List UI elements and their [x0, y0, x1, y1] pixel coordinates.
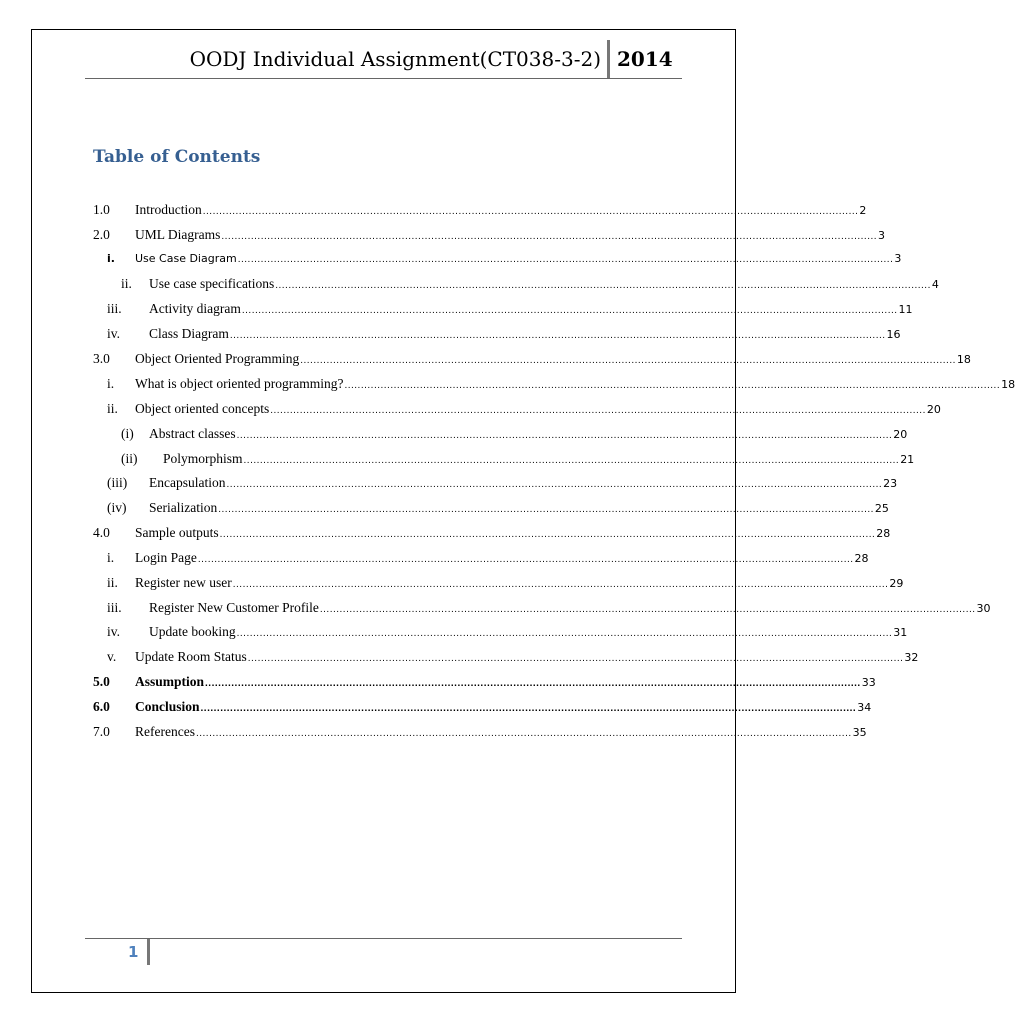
- toc-entry-page: 34: [857, 701, 872, 714]
- dot-leader: ........................................................................................................................................................................................................: [344, 380, 1001, 391]
- toc-entry-number: (i): [121, 426, 134, 441]
- toc-entry-label: Update Room Status: [135, 649, 247, 664]
- toc-entry-label: Serialization: [149, 500, 218, 515]
- toc-entry-register-new-user[interactable]: [0, 573, 904, 593]
- toc-entry-activity-diagram[interactable]: [0, 299, 913, 319]
- dot-leader: ........................................................................................................................................................................................................: [232, 579, 889, 590]
- toc-entry-page: 18: [1001, 378, 1015, 391]
- toc-entry-label: Assumption: [135, 674, 205, 689]
- dot-leader: ........................................................................................................................................................................................................: [226, 479, 883, 490]
- header-divider: [607, 40, 610, 78]
- toc-entry-number: 1.0: [93, 202, 110, 217]
- toc-entry-label: Update booking: [149, 624, 236, 639]
- toc-entry-page: 3: [894, 252, 902, 265]
- dot-leader: ........................................................................................................................................................................................................: [236, 628, 893, 639]
- toc-entry-polymorphism[interactable]: [0, 449, 915, 469]
- toc-entry-number: (iv): [107, 500, 127, 515]
- toc-entry-label: Activity diagram: [149, 301, 241, 316]
- toc-entry-number: 7.0: [93, 724, 110, 739]
- toc-entry-conclusion[interactable]: [0, 697, 872, 717]
- toc-entry-number: ii.: [107, 575, 118, 590]
- toc-entry-page: 2: [859, 204, 867, 217]
- toc-entry-page: 3: [878, 229, 886, 242]
- toc-entry-oo-concepts[interactable]: [0, 399, 941, 419]
- toc-entry-label: UML Diagrams: [135, 227, 221, 242]
- dot-leader: ........................................................................................................................................................................................................: [197, 554, 854, 565]
- toc-entry-label: Register New Customer Profile: [149, 600, 319, 615]
- toc-entry-object-oriented-programming[interactable]: [0, 349, 971, 369]
- dot-leader: ........................................................................................................................................................................................................: [236, 430, 893, 441]
- toc-entry-page: 20: [893, 428, 908, 441]
- footer-divider: [147, 939, 150, 965]
- toc-entry-number: iv.: [107, 326, 120, 341]
- toc-entry-number: v.: [107, 649, 117, 664]
- toc-entry-use-case-specifications[interactable]: [0, 274, 939, 294]
- toc-entry-page: 32: [904, 651, 919, 664]
- toc-entry-label: Sample outputs: [135, 525, 219, 540]
- dot-leader: ........................................................................................................................................................................................................: [219, 529, 876, 540]
- toc-entry-update-booking[interactable]: [0, 622, 908, 642]
- toc-entry-number: iii.: [107, 301, 122, 316]
- toc-entry-number: iii.: [107, 600, 122, 615]
- toc-entry-page: 4: [931, 278, 939, 291]
- toc-entry-page: 31: [893, 626, 908, 639]
- dot-leader: ........................................................................................................................................................................................................: [300, 355, 956, 366]
- toc-entry-label: Introduction: [135, 202, 202, 217]
- toc-entry-number: (iii): [107, 475, 128, 490]
- dot-leader: ........................................................................................................................................................................................................: [247, 653, 904, 664]
- dot-leader: ........................................................................................................................................................................................................: [319, 604, 976, 615]
- toc-entry-label: Object Oriented Programming: [135, 351, 300, 366]
- dot-leader: ........................................................................................................................................................................................................: [221, 231, 878, 242]
- toc-entry-label: Conclusion: [135, 699, 200, 714]
- toc-entry-update-room-status[interactable]: [0, 647, 919, 667]
- toc-entry-page: 16: [886, 328, 901, 341]
- toc-entry-label: Object oriented concepts: [135, 401, 270, 416]
- toc-entry-label: Use case specifications: [149, 276, 275, 291]
- dot-leader: ........................................................................................................................................................................................................: [237, 254, 894, 265]
- toc-heading: Table of Contents: [93, 147, 261, 167]
- toc-entry-number: ii.: [121, 276, 132, 291]
- footer-rule: [85, 938, 682, 939]
- toc-entry-serialization[interactable]: [0, 498, 889, 518]
- toc-entry-label: Polymorphism: [163, 451, 243, 466]
- toc-entry-what-is-oop[interactable]: [0, 374, 1015, 394]
- toc-entry-page: 23: [883, 477, 898, 490]
- toc-entry-abstract-classes[interactable]: [0, 424, 908, 444]
- dot-leader: ........................................................................................................................................................................................................: [195, 728, 852, 739]
- toc-entry-number: i.: [107, 252, 115, 265]
- toc-entry-page: 28: [854, 552, 869, 565]
- toc-entry-page: 35: [852, 726, 867, 739]
- toc-entry-number: 2.0: [93, 227, 110, 242]
- toc-entry-uml-diagrams[interactable]: [0, 225, 886, 245]
- toc-entry-number: 6.0: [93, 699, 110, 714]
- header-title: OODJ Individual Assignment(CT038-3-2): [189, 47, 601, 71]
- header-year: 2014: [617, 47, 673, 71]
- toc-entry-assumption[interactable]: [0, 672, 876, 692]
- toc-entry-number: ii.: [107, 401, 118, 416]
- toc-entry-number: 5.0: [93, 674, 110, 689]
- dot-leader: ........................................................................................................................................................................................................: [241, 305, 898, 316]
- toc-entry-sample-outputs[interactable]: [0, 523, 891, 543]
- toc-entry-page: 11: [898, 303, 913, 316]
- toc-entry-label: Register new user: [135, 575, 232, 590]
- toc-entry-page: 33: [861, 676, 876, 689]
- toc-entry-encapsulation[interactable]: [0, 473, 898, 493]
- dot-leader: ........................................................................................................................................................................................................: [270, 405, 926, 416]
- toc-entry-number: (ii): [121, 451, 138, 466]
- toc-entry-label: Class Diagram: [149, 326, 229, 341]
- toc-entry-page: 20: [926, 403, 941, 416]
- dot-leader: ........................................................................................................................................................................................................: [243, 455, 900, 466]
- toc-entry-login-page[interactable]: [0, 548, 869, 568]
- toc-entry-label: Use Case Diagram: [135, 252, 237, 265]
- toc-entry-page: 29: [889, 577, 904, 590]
- toc-entry-page: 30: [976, 602, 991, 615]
- page-header: [85, 40, 682, 79]
- toc-entry-number: i.: [107, 376, 115, 391]
- toc-entry-number: 4.0: [93, 525, 110, 540]
- dot-leader: ........................................................................................................................................................................................................: [200, 703, 857, 714]
- toc-entry-page: 25: [874, 502, 889, 515]
- toc-entry-use-case-diagram[interactable]: [0, 249, 902, 269]
- dot-leader: ........................................................................................................................................................................................................: [205, 678, 861, 689]
- toc-entry-label: References: [135, 724, 195, 739]
- toc-entry-register-customer-profile[interactable]: [0, 598, 991, 618]
- footer-page-number: 1: [128, 943, 139, 961]
- toc-entry-label: Encapsulation: [149, 475, 226, 490]
- toc-entry-class-diagram[interactable]: [0, 324, 901, 344]
- toc-entry-number: i.: [107, 550, 115, 565]
- dot-leader: ........................................................................................................................................................................................................: [202, 206, 859, 217]
- dot-leader: ........................................................................................................................................................................................................: [218, 504, 874, 515]
- toc-entry-label: What is object oriented programming?: [135, 376, 344, 391]
- toc-entry-label: Abstract classes: [149, 426, 236, 441]
- toc-entry-page: 28: [876, 527, 891, 540]
- toc-entry-number: iv.: [107, 624, 120, 639]
- toc-entry-page: 21: [900, 453, 915, 466]
- dot-leader: ........................................................................................................................................................................................................: [229, 330, 886, 341]
- toc-entry-references[interactable]: [0, 722, 867, 742]
- toc-entry-label: Login Page: [135, 550, 197, 565]
- toc-entry-page: 18: [956, 353, 971, 366]
- toc-entry-number: 3.0: [93, 351, 110, 366]
- toc-entry-introduction[interactable]: [0, 200, 867, 220]
- dot-leader: ........................................................................................................................................................................................................: [275, 280, 931, 291]
